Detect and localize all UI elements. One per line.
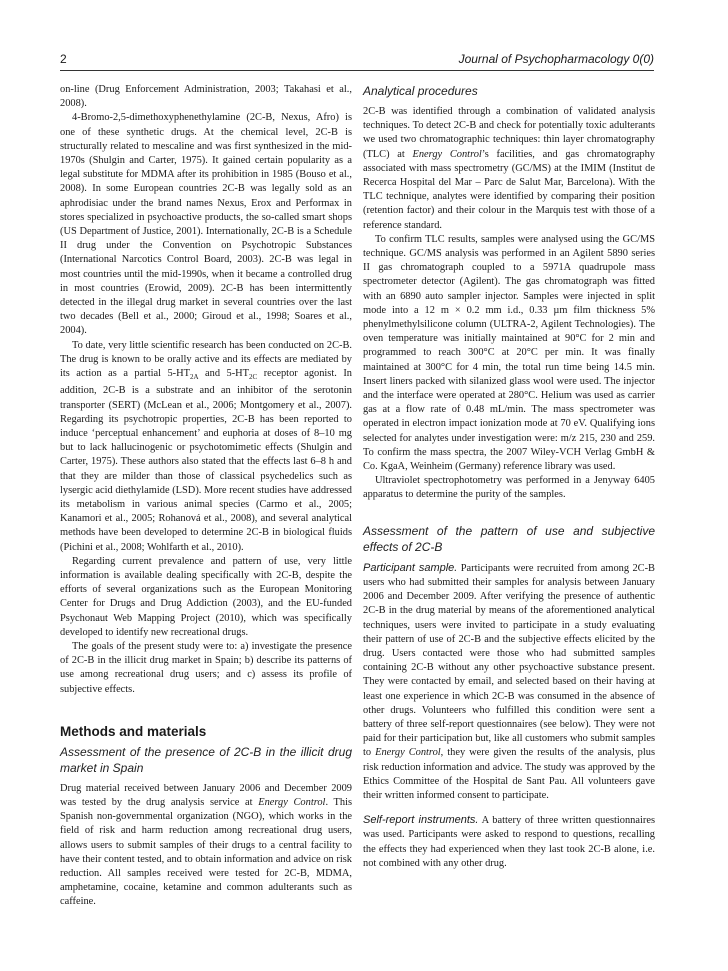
subsection-heading-pattern: Assessment of the pattern of use and subjective effects of 2C-B bbox=[363, 523, 655, 554]
paragraph: Drug material received between January 2006 and December 2009 was tested by the drug analysis service at Energy Control. This Spanish non-governmental organization (NGO), which works in the field of risk and harm reduction among recreational drug users, allows users to submit samples of their drugs to a central facility to have their content tested, and to obtain information and advice on risk reduction. All samples received were tested for 2C-B, MDMA, amphetamine, cocaine, ketamine and common adulterants such as caffeine. bbox=[60, 782, 352, 908]
paragraph: Regarding current prevalence and pattern of use, very little information is available dealing specifically with 2C-B, despite the efforts of several organizations such as the European Monitoring Center for Drugs and Drug Addiction (2003), and the EU-funded Psychonaut Web Mapping Project (2010), which was specifically developed to identify new recreational drugs. bbox=[60, 555, 352, 638]
paragraph: Participant sample. Participants were recruited from among 2C-B users who had submitted their samples for analysis between January 2006 and December 2009. After verifying the presence of authentic 2C-B in the drug material by means of the aforementioned analytical techniques, users were invited to participate in a study evaluating their pattern of use of 2C-B and the subjective effects elicited by the drug. Users contacted were those who had submitted samples containing 2C-B without any other psychoactive substance present. They were contacted by email, and selected based on their having at least one experience in which 2C-B was consumed in the absence of other drugs. Volunteers who fulfilled this condition were sent a battery of three self-report questionnaires (see below). They were not paid for their participation but, like all customers who submit samples to Energy Control, they were given the results of the analysis, plus risk reduction information and advice. The study was approved by the Ethics Committee of the Hospital de Sant Pau. All volunteers gave their written informed consent to participate. bbox=[363, 561, 655, 801]
subscript: 2C bbox=[249, 373, 258, 382]
subscript: 2A bbox=[189, 373, 199, 382]
left-column bbox=[60, 83, 352, 910]
paragraph: To date, very little scientific research has been conducted on 2C-B. The drug is known to be orally active and its effects are mediated by its action as a partial $5-HT_{2A}$ and $5-HT_{2C}$ receptor agonist. In addition, 2C-B is a substrate and an inhibitor of the serotonin transporter (SERT) (McLean et al., 2006; Montgomery et al., 2007). Regarding its psychotropic properties, 2C-B has been reported to induce ‘perceptual enhancement’ and euphoria at doses of 8–10 mg but to lack hallucinogenic or psychotomimetic effects (Shulgin and Carter, 1975). These authors also stated that the effects last 6–8 h and that they are milder than those of classical psychedelics such as lysergic acid diethylamide (LSD). More recent studies have addressed its metabolism in various animal species (Carmo et al., 2005; Kanamori et al., 2005; Rohanová et al., 2008), and several analytical methods have been developed to determine 2C-B in biological fluids (Pichini et al., 2008; Wohlfarth et al., 2010). bbox=[60, 339, 352, 553]
paragraph: To confirm TLC results, samples were analysed using the GC/MS technique. GC/MS analysis was performed in an Agilent 5890 series II gas chromatograph coupled to a 5971A quadrupole mass spectrometer detector (Agilent). The gas chromatograph was fitted with an 6890 auto sampler injector. Samples were injected in split mode into a 12 m × 0.2 mm i.d., 0.33 µm film thickness 5% phenylmethylsilicone column (ULTRA-2, Agilent Technologies). The oven temperature was initially maintained at 90°C for 2 min and programmed to reach 300°C at 20°C per min. It was finally maintained at 300°C for 4 min, the total run time being 14.5 min. Insert liners packed with silanized glass wool were used. The injector and the interface were operated at 280°C. Helium was used as carrier gas at a flow rate of 0.48 mL/min. The mass spectrometer was operated in electron impact ionization mode at 70 eV. Qualifying ions selected for analytes under investigation were: m/z 215, 230 and 259. To confirm the mass spectra, the 2007 Wiley-VCH Verlag GmbH & Co. KgaA, Weinheim (Germany) reference library was used. bbox=[363, 233, 655, 473]
emphasis: Energy Control bbox=[258, 797, 326, 809]
paragraph: 4-Bromo-2,5-dimethoxyphenethylamine (2C-B, Nexus, Afro) is one of these synthetic drugs. At the chemical level, 2C-B is structurally related to mescaline and was first synthesized in the mid-1970s (Shulgin and Carter, 1975). It gained certain popularity as a legal substitute for MDMA after its prohibition in 1985 (Bouso et al., 2008). In some European countries 2C-B was legally sold as an aphrodisiac under the brand names Nexus, Erox and Performax in stores specialized in psychoactive products, the so-called smart shops (US Department of Justice, 2001). Internationally, 2C-B is a Schedule II drug under the Convention on Psychotropic Substances (International Narcotics Control Board, 2003). 2C-B was legal in most countries until the mid-1990s, when it became a controlled drug in most countries (Erowid, 2009). 2C-B has been intermittently detected in the illegal drug market in several countries over the last two decades (Bell et al., 2000; Giroud et al., 1998; Soares et al., 2004). bbox=[60, 112, 352, 337]
subsection-heading-presence: Assessment of the presence of 2C-B in the illicit drug market in Spain bbox=[60, 744, 352, 775]
paragraph: on-line (Drug Enforcement Administration, 2003; Takahasi et al., 2008). bbox=[60, 84, 352, 110]
emphasis: Energy Control bbox=[375, 747, 441, 759]
section-heading-methods: Methods and materials bbox=[60, 723, 207, 739]
paragraph: Ultraviolet spectrophotometry was performed in a Jenyway 6405 apparatus to determine the purity of the samples. bbox=[363, 475, 655, 501]
paragraph: The goals of the present study were to: a) investigate the presence of 2C-B in the illicit drug market in Spain; b) describe its patterns of use among recreational drug users; and c) assess its profile of subjective effects. bbox=[60, 641, 352, 695]
right-column bbox=[363, 83, 655, 871]
runin-heading: Participant sample. bbox=[363, 561, 458, 574]
journal-title: Journal of Psychopharmacology 0(0) bbox=[458, 52, 654, 66]
running-header bbox=[60, 50, 654, 71]
page-number: 2 bbox=[60, 52, 67, 66]
emphasis: Energy Control bbox=[412, 148, 482, 160]
paragraph: 2C-B was identified through a combination of validated analysis techniques. To detect 2C-B and check for potentially toxic adulterants we used two chromatographic techniques: thin layer chromatography (TLC) at Energy Control’s facilities, and gas chromatography associated with mass spectrometry (GC/MS) at the IMIM (Institut de Recerca Hospital del Mar – Parc de Salut Mar, Barcelona). With the TLC technique, analytes were identified by comparing their position (retention factor) and their colour in the Marquis test with those of a reference standard. bbox=[363, 106, 656, 231]
paragraph: Self-report instruments. A battery of three written questionnaires was used. Participants were asked to respond to questions, recalling the effects they had experienced when they last took 2C-B alone, i.e. not combined with any other drug. bbox=[363, 814, 655, 869]
subsection-heading-analytical: Analytical procedures bbox=[363, 84, 478, 98]
runin-heading: Self-report instruments. bbox=[363, 814, 479, 827]
